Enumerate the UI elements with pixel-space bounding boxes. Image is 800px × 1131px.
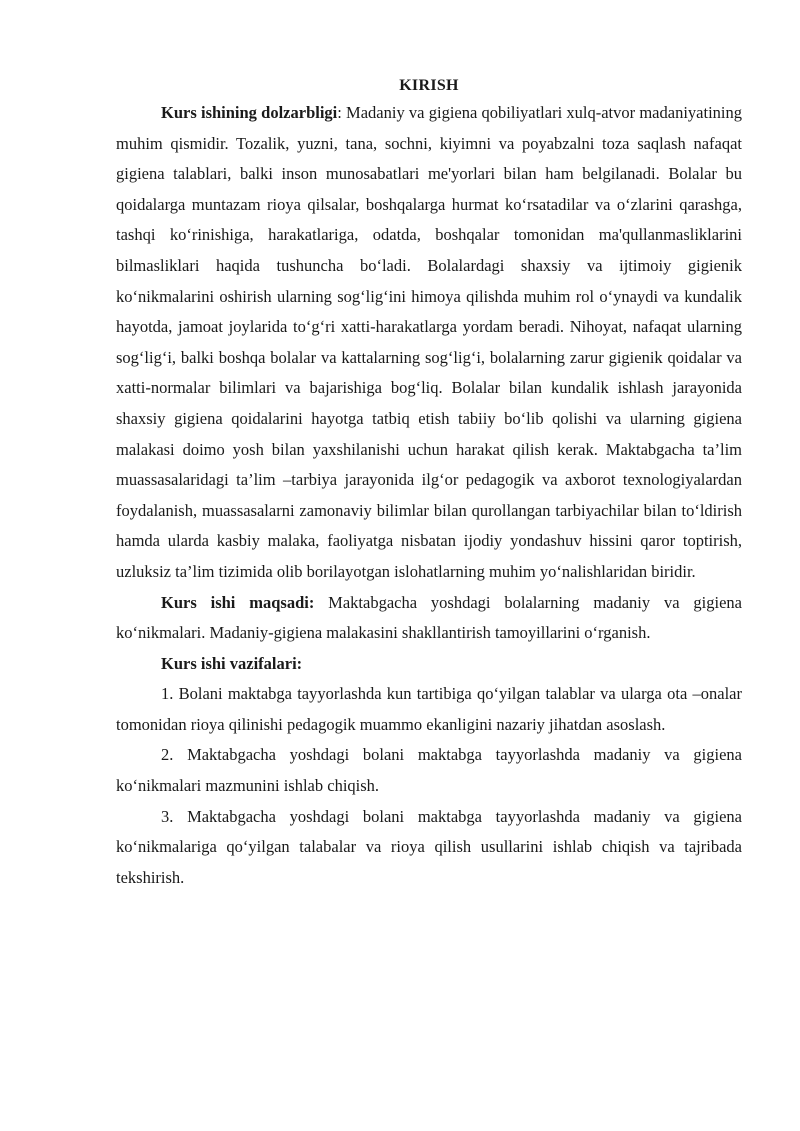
tasks-heading: Kurs ishi vazifalari: — [161, 653, 303, 673]
relevance-paragraph — [116, 98, 742, 588]
goal-heading: Kurs ishi maqsadi: — [161, 592, 315, 612]
goal-text: Maktabgacha yoshdagi bolalarning madaniy va gigiena ko‘nikmalari. Madaniy-gigiena malakasini shakllantirish tamoyillarini o‘rganish. — [116, 592, 742, 643]
relevance-text: : Madaniy va gigiena qobiliyatlari xulq-atvor madaniyatining muhim qismidir. Tozalik, yuzni, tana, sochni, kiyimni va poyabzalni toza saqlash nafaqat gigiena talablari, balki inson munosabatlari me'yorlari bilan ham belgilanadi. Bolalar bu qoidalarga muntazam rioya qilsalar, boshqalarga hurmat ko‘rsatadilar va o‘zlarini qarashga, tashqi ko‘rinishiga, harakatlariga, odatda, boshqalar tomonidan ma'qullanmasliklarini bilmasliklari haqida tushuncha bo‘ladi. Bolalardagi shaxsiy va ijtimoiy gigienik ko‘nikmalarini oshirish ularning sog‘lig‘ini himoya qilishda muhim rol o‘ynaydi va kundalik hayotda, jamoat joylarida to‘g‘ri xatti-harakatlarga yordam beradi. Nihoyat, nafaqat ularning sog‘lig‘i, balki boshqa bolalar va kattalarning sog‘lig‘i, bolalarning zarur gigienik qoidalar va xatti-normalar bilimlari va bajarishiga bog‘liq. Bolalar bilan kundalik ishlash jarayonida shaxsiy gigiena qoidalarini hayotga tatbiq etish tabiiy bo‘lib qolishi va ularning gigiena malakasi doimo yosh bilan yaxshilanishi uchun harakat qilish kerak. Maktabgacha ta’lim muassasalaridagi ta’lim –tarbiya jarayonida ilg‘or pedagogik va axborot texnologiyalardan foydalanish, muassasalarni zamonaviy bilimlar bilan qurollangan tarbiyachilar bilan to‘ldirish hamda ularda kasbiy malaka, faoliyatga nisbatan ijodiy yondashuv hissini qaror toptirish, uzluksiz ta’lim tizimida olib borilayotgan islohatlarning muhim yo‘nalishlaridan biridir. — [116, 103, 742, 581]
task-item-3: 3. Maktabgacha yoshdagi bolani maktabga tayyorlashda madaniy va gigiena ko‘nikmalariga qo‘yilgan talabalar va rioya qilish usullarini ishlab chiqish va tajribada tekshirish. — [116, 806, 742, 887]
page-title: KIRISH — [399, 77, 459, 94]
relevance-heading: Kurs ishining dolzarbligi — [161, 103, 338, 122]
document-page — [116, 76, 742, 893]
goal-paragraph — [116, 588, 742, 649]
task-item-1: 1. Bolani maktabga tayyorlashda kun tartibiga qo‘yilgan talablar va ularga ota –onalar tomonidan rioya qilinishi pedagogik muammo ekanligini nazariy jihatdan asoslash. — [116, 684, 742, 734]
tasks-heading-paragraph — [116, 649, 742, 680]
task-item-2: 2. Maktabgacha yoshdagi bolani maktabga tayyorlashda madaniy va gigiena ko‘nikmalari mazmunini ishlab chiqish. — [116, 745, 742, 796]
